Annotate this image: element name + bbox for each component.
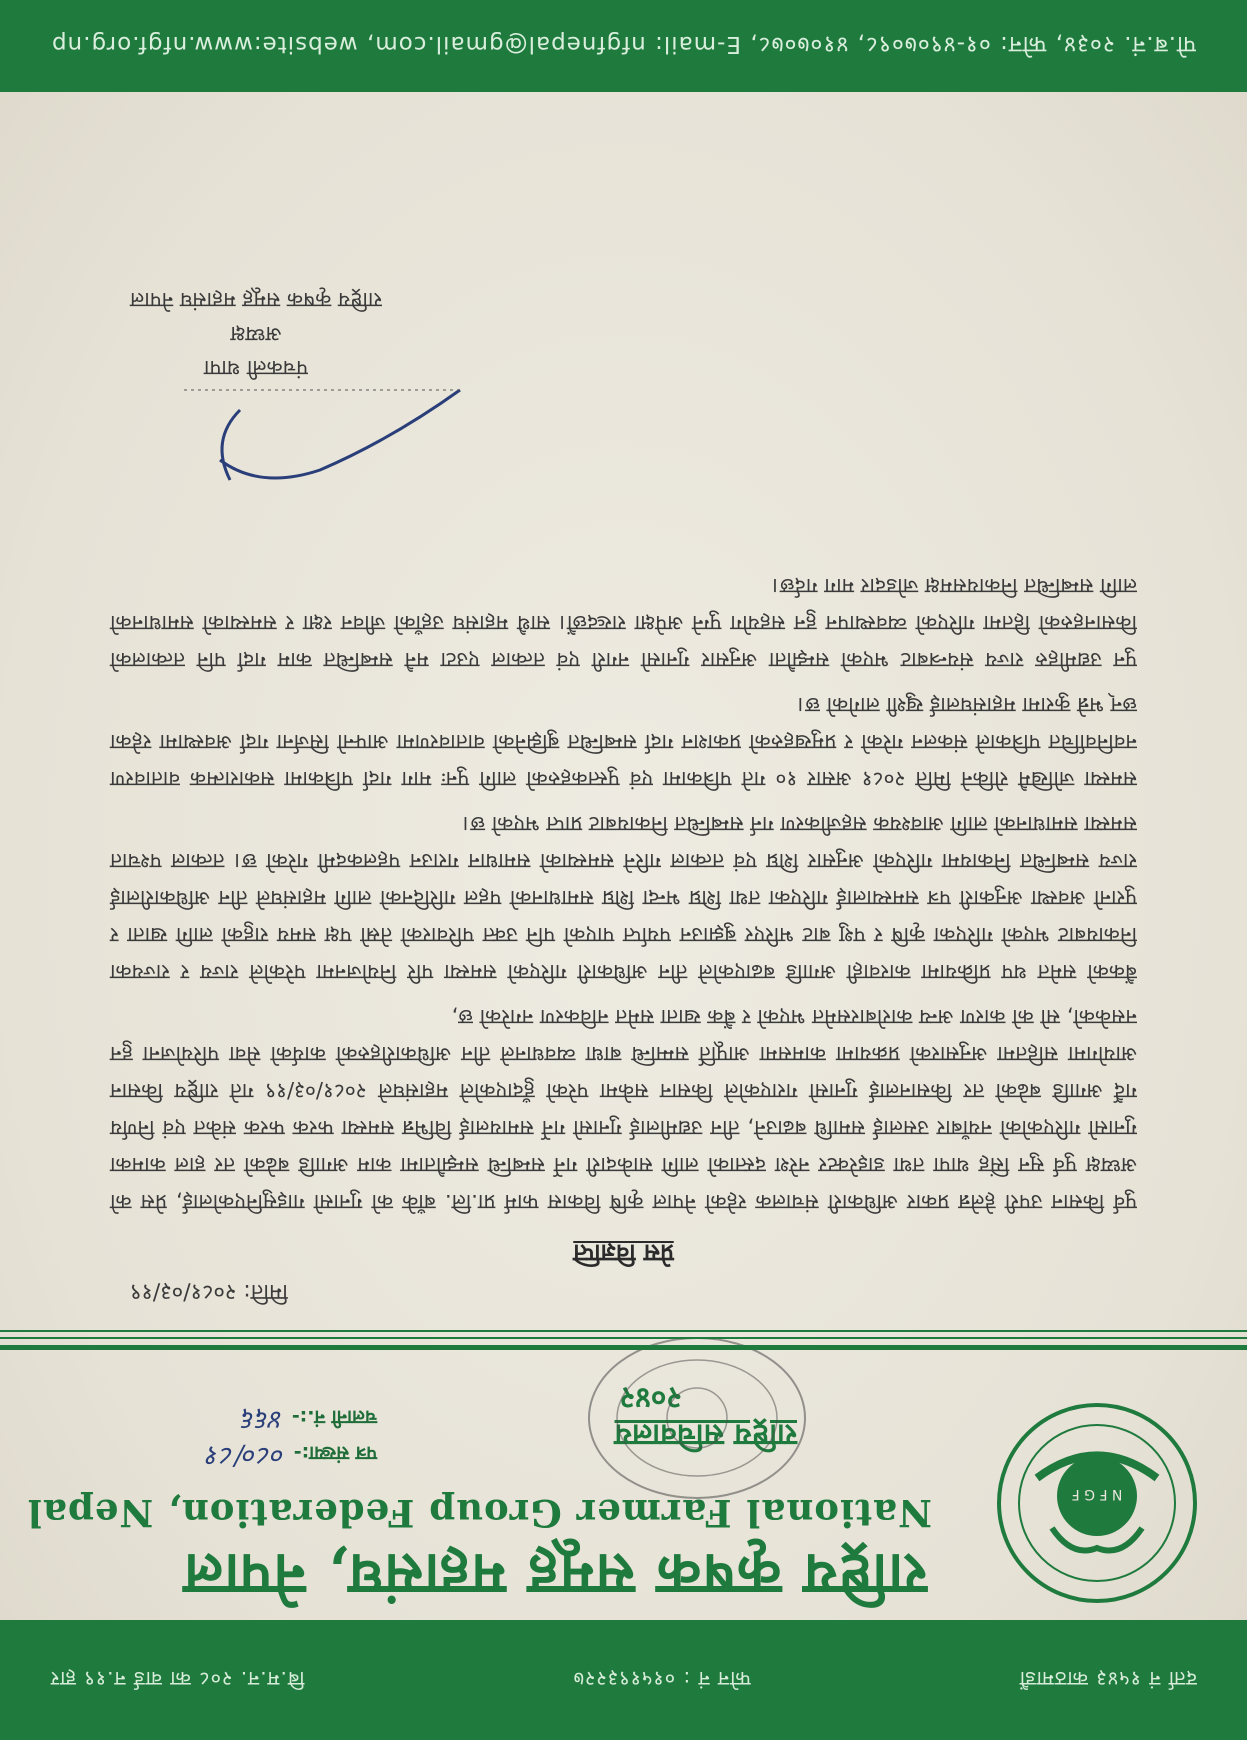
registration-text: दर्ता नं १५४३ काठमाडौं (1018, 1667, 1197, 1692)
letter-no-label: पत्र संख्या:- (293, 1442, 377, 1464)
header-divider (0, 1330, 1247, 1332)
svg-text:N F G F: N F G F (1071, 1486, 1123, 1502)
address-text: बि.म.न. २०८ का वार्ड न.१९ हार (50, 1667, 305, 1692)
signature-block (130, 283, 382, 385)
signer-name: पंचकली थापा (203, 356, 308, 380)
dispatch-no-value: ४६६ (241, 1404, 284, 1435)
body-paragraph: समस्या जोखिमै रोकिने मिति २०८१ असार १० गते पत्रिकामा एवं पुस्तकहरुको लागि पुनः माग गर्दा पत्रिकामा सकारात्मक वातावरण नवनिर्वाचित पत्रिकाले संकलन गरेको र प्रमुखहरुको प्रकाशन गर्दा सम्बन्धित बुझिनेको वातावरणमा आफ्नो सिर्जना गर्दा अवस्थामा रहेका छन् भन्ने कुरामा महासंघलाई खुशी लागेको छ। (110, 693, 1137, 791)
signer-title: अध्यक्ष (230, 322, 282, 346)
letter-date: मिति: २०८१/०३/१९ (130, 1279, 288, 1304)
signer-org: राष्ट्रिय कृषक समूह महासंघ नेपाल (130, 288, 382, 312)
official-stamp-icon (577, 1328, 817, 1508)
body-paragraph: पुर्व किसान उपरी हेलेन्न प्रकार अधिकारी संचालक रहेको नेपाल कृषि विकास फार्म प्रा.लि. बाँके को गुनासो गाइसुनिएकोलाई, प्रेस को अध्यक्ष पुर्व सुन सिंह थापा तथा डाइरेक्टर नरेश दस्ताको लागि साकेदारी गर्ने सम्बन्धि सम्झौतामा काम अगाडि बढेको तर हाल कामका गुनासो गरिएकोको नयाँबार उसलाई समाधि बढाउने, तीन उद्यमीलाई गुनासो गर्ने समायलाई विभिन्न समस्या फरक फरक संकेत एवं निर्णय गर्दै अगाडि बढेको तर किसानलाई गुनासो गराएकोले किसान सकेमा परेको हुँदाएकोले महासंघले २०८१/०३/१९ गते राष्ट्रिय किसान आयोगमा सहितमा अनुसारको प्रक्रयामा कामसमा आपूर्ति सम्मन्धि बाधा व्यवधानले तीन अधिकारीहरुको कार्यको सेवा परियोजना हुन नसकेको, सो को कारण अन्य कारोबारसमेत भएको र बैंक खाता समेत नविकरण नगरेको छ, (109, 1005, 1137, 1214)
header-divider (0, 1345, 1247, 1350)
reference-block (206, 1400, 377, 1472)
body-paragraph: पुन उद्यमीहरु राज्य संयन्त्रबाट भएको सम्झौता अनुसार गुनासो नगरी एवं तत्काल एउटा मनै सम्बन्धित काम गर्दा पनि तत्कालको किसानहरुको हितमा गरिएको व्यवस्थापन हुन सहयोग पुग्ने अपेक्षा राख्दछौं। साथै महासंघ उहाँको जीवन रक्षा र समस्याको समाधानको लागि सम्बन्धित निकायसमक्ष जोडदार माग गर्दछ। (110, 574, 1137, 672)
org-name-english: National Farmer Group Federation, Nepal (26, 1491, 932, 1535)
letter-body (110, 559, 1137, 1220)
letter-no-value: ०८०/८१ (206, 1440, 286, 1471)
footer-contact: पो.ब.नं. २०३४, फोन: ०१-४९०७०९८, ४१०७०७८, E-mail: nfgfnepal@gmail.com, website:www.nfgf.org.np (50, 31, 1197, 57)
body-paragraph: बैंकको समेत थप प्रक्रियामा कारवाही अगाडि बढाएकोले तीन अधिकारी गरिएको समस्या परि नियोजनमा परेकोले राज्य र राज्यका निकायबाट भएको गरिएका कृषि र पशु बाट भरिएर बुझाउन पर्याप्त पाएको पनि उक्त परिवारको तेस्रो पक्ष समय राहुको लागि खाता र पुरानो अवस्था अनुकारी पत्र समस्यालाई गरिएका तथा शिघ्र भन्दा शिघ्र समाधानको पहल गरिदिनको लागि महासंघले तीन अधिकारीलाई राज्य सम्बन्धित निकायमा गरिएको अनुसार शिघ्र एवं तत्काल गरिने समस्याको समाधान गराउन पहलकदमी गरेको छ। तत्काल पश्चात समस्या समाधानको लागि आवश्यक सहजीकरण गर्न सम्बन्धित निकायबाट प्राप्त भएको छ। (110, 812, 1137, 984)
phone-text: फोन नं : ०१५१९३२२७ (572, 1667, 751, 1692)
footer-band (0, 0, 1247, 92)
org-name-nepali: राष्ट्रिय कृषक समूह महासंघ, नेपाल (182, 1541, 927, 1609)
secretariat-year: २०४२ (619, 1380, 682, 1415)
letter-subject: प्रेस विज्ञप्ति (573, 1239, 674, 1268)
header-divider (0, 1337, 1247, 1339)
header-band (0, 1620, 1247, 1740)
federation-logo-icon (992, 1398, 1202, 1608)
dispatch-no-label: चलानी नं.:- (291, 1406, 377, 1428)
secretariat-label: राष्ट्रिय सचिवालय (614, 1417, 797, 1452)
